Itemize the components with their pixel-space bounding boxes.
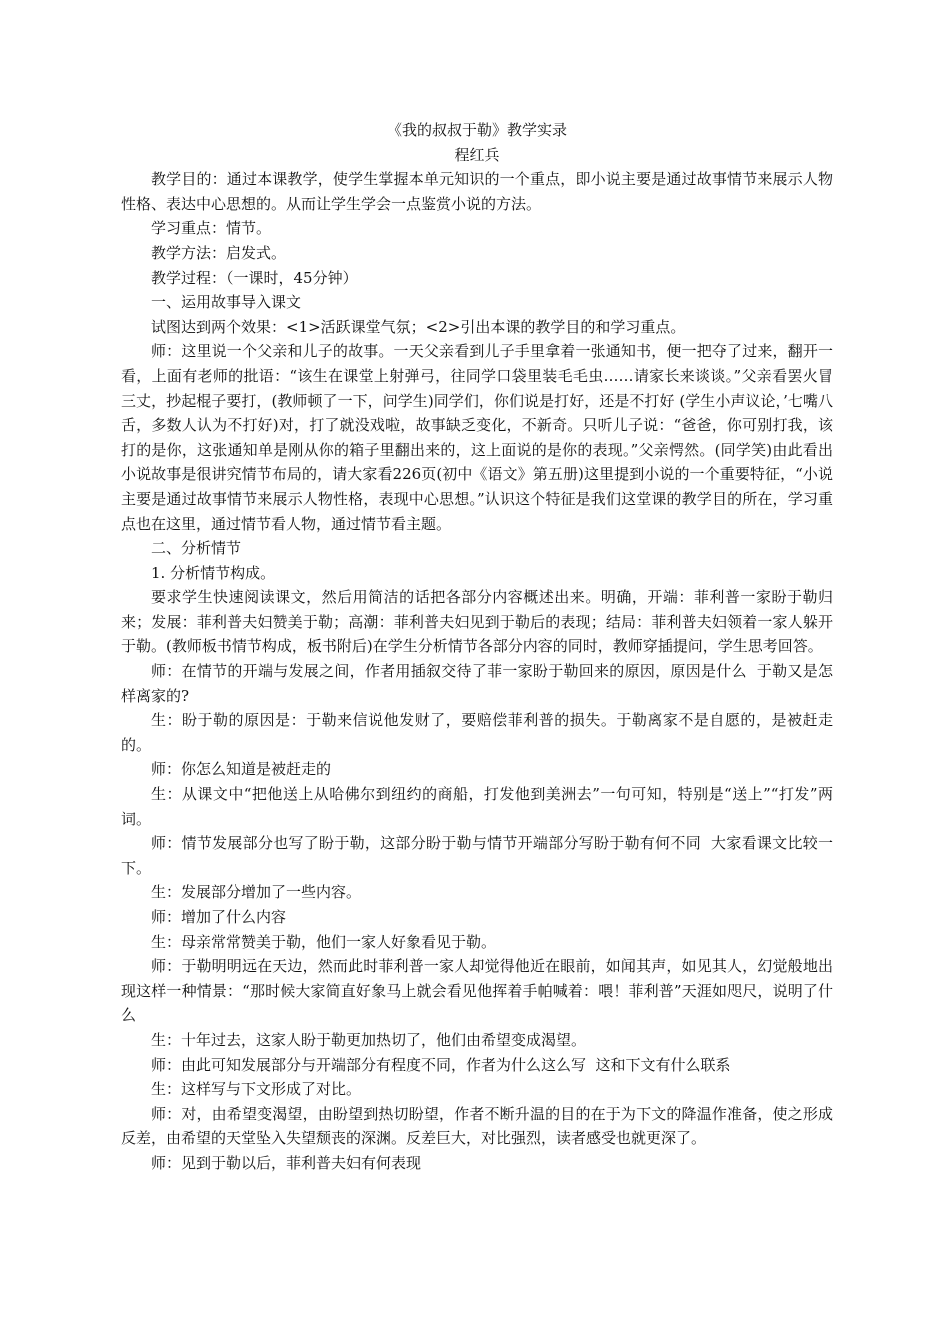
dialogue-line: 师：增加了什么内容 <box>151 908 287 926</box>
dialogue-line: 生：母亲常常赞美于勒，他们一家人好象看见于勒。 <box>151 932 497 951</box>
paragraph: 试图达到两个效果：<1>活跃课堂气氛；<2>引出本课的教学目的和学习重点。 <box>151 317 686 336</box>
document-author: 程红兵 <box>454 145 500 164</box>
document-title: 《我的叔叔于勒》教学实录 <box>386 121 567 139</box>
dialogue-line: 师：你怎么知道是被赶走的 <box>151 760 332 779</box>
paragraph: 要求学生快速阅读课文，然后用简洁的话把各部分内容概述出来。明确，开端：菲利普一家盼于勒归来；发展：菲利普夫妇赞美于勒；高潮：菲利普夫妇见到于勒后的表现；结局：菲利普夫妇领着一家人躲开于勒。(教师板书情节构成，板书附后)在学生分析情节各部分内容的同时，教师穿插提问，学生思考回答。 <box>121 588 833 656</box>
dialogue-line: 生：盼于勒的原因是：于勒来信说他发财了，要赔偿菲利普的损失。于勒离家不是自愿的，是被赶走的。 <box>121 711 833 754</box>
subsection-heading: 1. 分析情节构成。 <box>151 563 276 582</box>
paragraph: 师：这里说一个父亲和儿子的故事。一天父亲看到儿子手里拿着一张通知书，便一把夺了过来，翻开一看，上面有老师的批语：“该生在课堂上射弹弓，往同学口袋里装毛毛虫……请家长来谈谈。”父亲看罢火冒三丈，抄起棍子要打，(教师顿了一下，问学生)同学们，你们说是打好，还是不打好 (学生小声议论，’七嘴八舌，多数人认为不打好)对，打了就没戏啦，故事缺乏变化，不新奇。只听儿子说：“爸爸，你可别打我，该打的是你，这张通知单是刚从你的箱子里翻出来的，这上面说的是你的表现。”父亲愕然。(同学笑)由此看出小说故事是很讲究情节布局的，请大家看226页(初中《语文》第五册)这里提到小说的一个重要特征，“小说主要是通过故事情节来展示人物性格，表现中心思想。”认识这个特征是我们这堂课的教学目的所在，学习重点也在这里，通过情节看人物，通过情节看主题。 <box>121 342 833 533</box>
dialogue-line: 生：十年过去，这家人盼于勒更加热切了，他们由希望变成渴望。 <box>151 1030 587 1049</box>
dialogue-line: 师：对，由希望变渴望，由盼望到热切盼望，作者不断升温的目的在于为下文的降温作准备，使之形成反差，由希望的天堂坠入失望颓丧的深渊。反差巨大，对比强烈，读者感受也就更深了。 <box>121 1104 833 1148</box>
dialogue-line: 生：从课文中“把他送上从哈佛尔到纽约的商船，打发他到美洲去”一句可知，特别是“送上”“打发”两词。 <box>121 785 833 828</box>
section-heading-1: 一、运用故事导入课文 <box>151 293 302 312</box>
paragraph-learning-focus: 学习重点：情节。 <box>151 219 272 238</box>
document-page <box>121 118 833 1176</box>
dialogue-line: 生：这样写与下文形成了对比。 <box>151 1080 362 1099</box>
dialogue-line: 师：在情节的开端与发展之间，作者用插叙交待了菲一家盼于勒回来的原因，原因是什么 于勒又是怎样离家的? <box>121 662 833 705</box>
paragraph-teaching-method: 教学方法：启发式。 <box>151 243 287 262</box>
dialogue-line: 师：由此可知发展部分与开端部分有程度不同，作者为什么这么写 这和下文有什么联系 <box>151 1055 731 1074</box>
section-heading-2: 二、分析情节 <box>151 539 242 558</box>
dialogue-line: 师：情节发展部分也写了盼于勒，这部分盼于勒与情节开端部分写盼于勒有何不同 大家看课文比较一下。 <box>121 834 833 877</box>
paragraph-teaching-process: 教学过程：（一课时，45分钟） <box>151 268 358 287</box>
paragraph-teaching-goal: 教学目的：通过本课教学，使学生掌握本单元知识的一个重点，即小说主要是通过故事情节来展示人物性格、表达中心思想的。从而让学生学会一点鉴赏小说的方法。 <box>121 170 833 213</box>
dialogue-line: 师：见到于勒以后，菲利普夫妇有何表现 <box>151 1153 422 1172</box>
dialogue-line: 生：发展部分增加了一些内容。 <box>151 883 362 902</box>
dialogue-line: 师：于勒明明远在天边，然而此时菲利普一家人却觉得他近在眼前，如闻其声，如见其人，幻觉般地出现这样一种情景：“那时候大家简直好象马上就会看见他挥着手帕喊着：喂！菲利普”天涯如咫尺，说明了什么 <box>121 957 833 1025</box>
